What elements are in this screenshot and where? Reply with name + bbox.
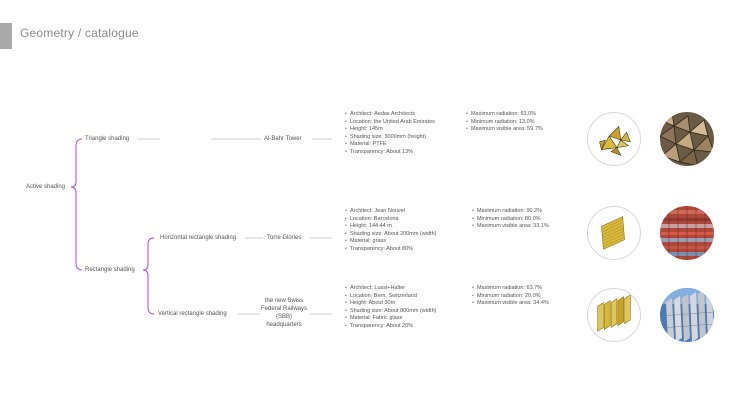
spec-item: • Transparency: About 80%: [345, 246, 436, 254]
subcategory-horizontal: Horizontal rectangle shading: [160, 235, 237, 241]
vertical-rectangle-shading-icon: [587, 288, 641, 342]
stat-item: • Maximum visible area: 34.4%: [472, 300, 549, 308]
stat-item: • Maximum visible area: 33.1%: [472, 223, 549, 231]
glories-stats: [472, 208, 549, 231]
page-title: Geometry / catalogue: [20, 26, 139, 40]
sbb-specs: [345, 285, 436, 331]
spec-item: • Height: 144.44 m: [345, 223, 436, 231]
stat-item: • Minimum radiation: 80.0%: [472, 216, 549, 224]
spec-item: • Shading size: 3000mm (height): [345, 134, 435, 142]
building-name-sbb: the new Swiss Federal Railways (SBB) headquarters: [260, 298, 308, 328]
spec-item: • Transparency: About 20%: [345, 323, 436, 331]
spec-item: • Material: grass: [345, 238, 436, 246]
spec-item: • Location: Barcelona: [345, 216, 436, 224]
sbb-headquarters-facade-photo: [660, 288, 714, 342]
spec-item: • Transparency: About 13%: [345, 149, 435, 157]
spec-item: • Material: PTFE: [345, 141, 435, 149]
spec-item: • Architect: Aedas Architects: [345, 111, 435, 119]
building-name-albahr: Al-Bahr Tower: [264, 136, 302, 142]
triangle-shading-icon: [587, 112, 641, 166]
horizontal-rectangle-shading-icon: [587, 206, 641, 260]
spec-item: • Architect: Jean Nouvel: [345, 208, 436, 216]
stat-item: • Maximum visible area: 59.7%: [466, 126, 543, 134]
al-bahr-facade-photo: [660, 112, 714, 166]
glories-specs: [345, 208, 436, 254]
spec-item: • Architect: Lussi+Halter: [345, 285, 436, 293]
category-rectangle: Rectangle shading: [85, 267, 135, 273]
category-triangle: Triangle shading: [85, 136, 130, 142]
stat-item: • Maximum radiation: 63.0%: [466, 111, 543, 119]
spec-item: • Shading size: About 800mm (width): [345, 308, 436, 316]
building-name-glories: Torre Glòries: [267, 235, 302, 241]
torre-glories-facade-photo: [660, 206, 714, 260]
spec-item: • Location: the United Arab Emirates: [345, 119, 435, 127]
stat-item: • Maximum radiation: 90.2%: [472, 208, 549, 216]
albahr-specs: [345, 111, 435, 157]
spec-item: • Location: Bern, Switzerland: [345, 293, 436, 301]
spec-item: • Height: 145m: [345, 126, 435, 134]
root-label: Active shading: [26, 184, 66, 190]
subcategory-vertical: Vertical rectangle shading: [158, 311, 227, 317]
rectangle-bracket: [143, 238, 154, 314]
spec-item: • Height: About 30m: [345, 300, 436, 308]
stat-item: • Maximum radiation: 63.7%: [472, 285, 549, 293]
stat-item: • Minimum radiation: 20.0%: [472, 293, 549, 301]
spec-item: • Shading size: About 200mm (width): [345, 231, 436, 239]
spec-item: • Material: Fabric glass: [345, 315, 436, 323]
stat-item: • Minimum radiation: 13.0%: [466, 119, 543, 127]
root-bracket: [71, 139, 82, 270]
sbb-stats: [472, 285, 549, 308]
albahr-stats: [466, 111, 543, 134]
